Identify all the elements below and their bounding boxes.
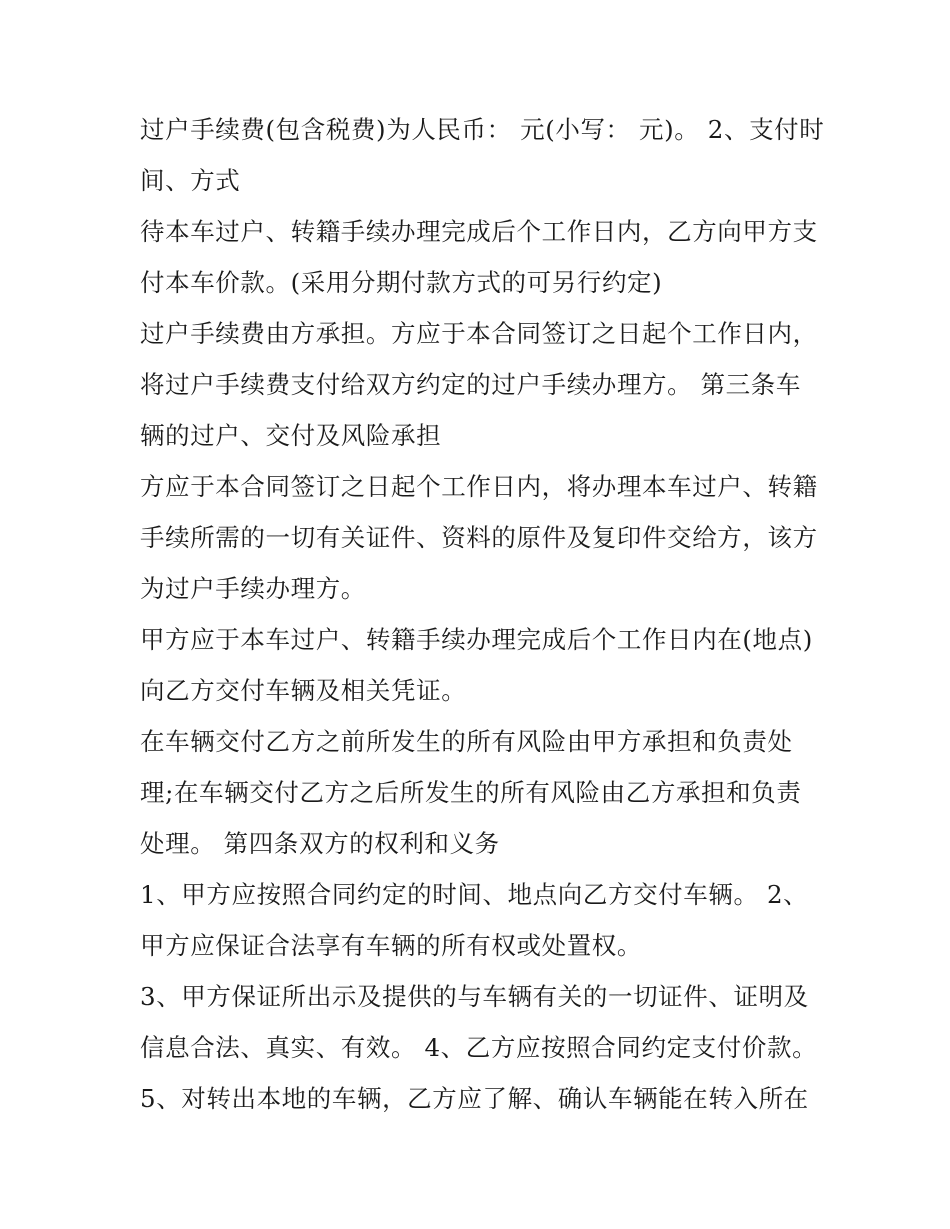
text-line: 向乙方交付车辆及相关凭证。 <box>140 676 467 705</box>
text-line: 付本车价款。(采用分期付款方式的可另行约定) <box>140 268 663 297</box>
text-line: 理;在车辆交付乙方之后所发生的所有风险由乙方承担和负责 <box>140 778 802 807</box>
text-line: 1、甲方应按照合同约定的时间、地点向乙方交付车辆。 2、 <box>140 880 809 909</box>
text-line: 甲方应保证合法享有车辆的所有权或处置权。 <box>140 931 642 960</box>
text-line: 3、甲方保证所出示及提供的与车辆有关的一切证件、证明及 <box>140 982 809 1011</box>
text-line: 将过户手续费支付给双方约定的过户手续办理方。 第三条车 <box>140 370 801 399</box>
text-line: 手续所需的一切有关证件、资料的原件及复印件交给方，该方 <box>140 523 818 552</box>
text-line: 过户手续费(包含税费)为人民币： 元(小写： 元)。 2、支付时 <box>140 115 825 144</box>
text-line: 方应于本合同签订之日起个工作日内，将办理本车过户、转籍 <box>140 472 818 501</box>
text-line: 过户手续费由方承担。方应于本合同签订之日起个工作日内， <box>140 319 818 348</box>
text-line: 待本车过户、转籍手续办理完成后个工作日内，乙方向甲方支 <box>140 217 818 246</box>
text-line: 信息合法、真实、有效。 4、乙方应按照合同约定支付价款。 <box>140 1033 818 1062</box>
text-line: 在车辆交付乙方之前所发生的所有风险由甲方承担和负责处 <box>140 727 793 756</box>
text-line: 辆的过户、交付及风险承担 <box>140 421 442 450</box>
text-line: 为过户手续办理方。 <box>140 574 366 603</box>
text-line: 间、方式 <box>140 166 241 195</box>
text-line: 处理。 第四条双方的权利和义务 <box>140 829 500 858</box>
contract-text <box>140 104 825 1124</box>
text-line: 甲方应于本车过户、转籍手续办理完成后个工作日内在(地点) <box>140 625 813 654</box>
text-line: 5、对转出本地的车辆，乙方应了解、确认车辆能在转入所在 <box>140 1084 809 1113</box>
